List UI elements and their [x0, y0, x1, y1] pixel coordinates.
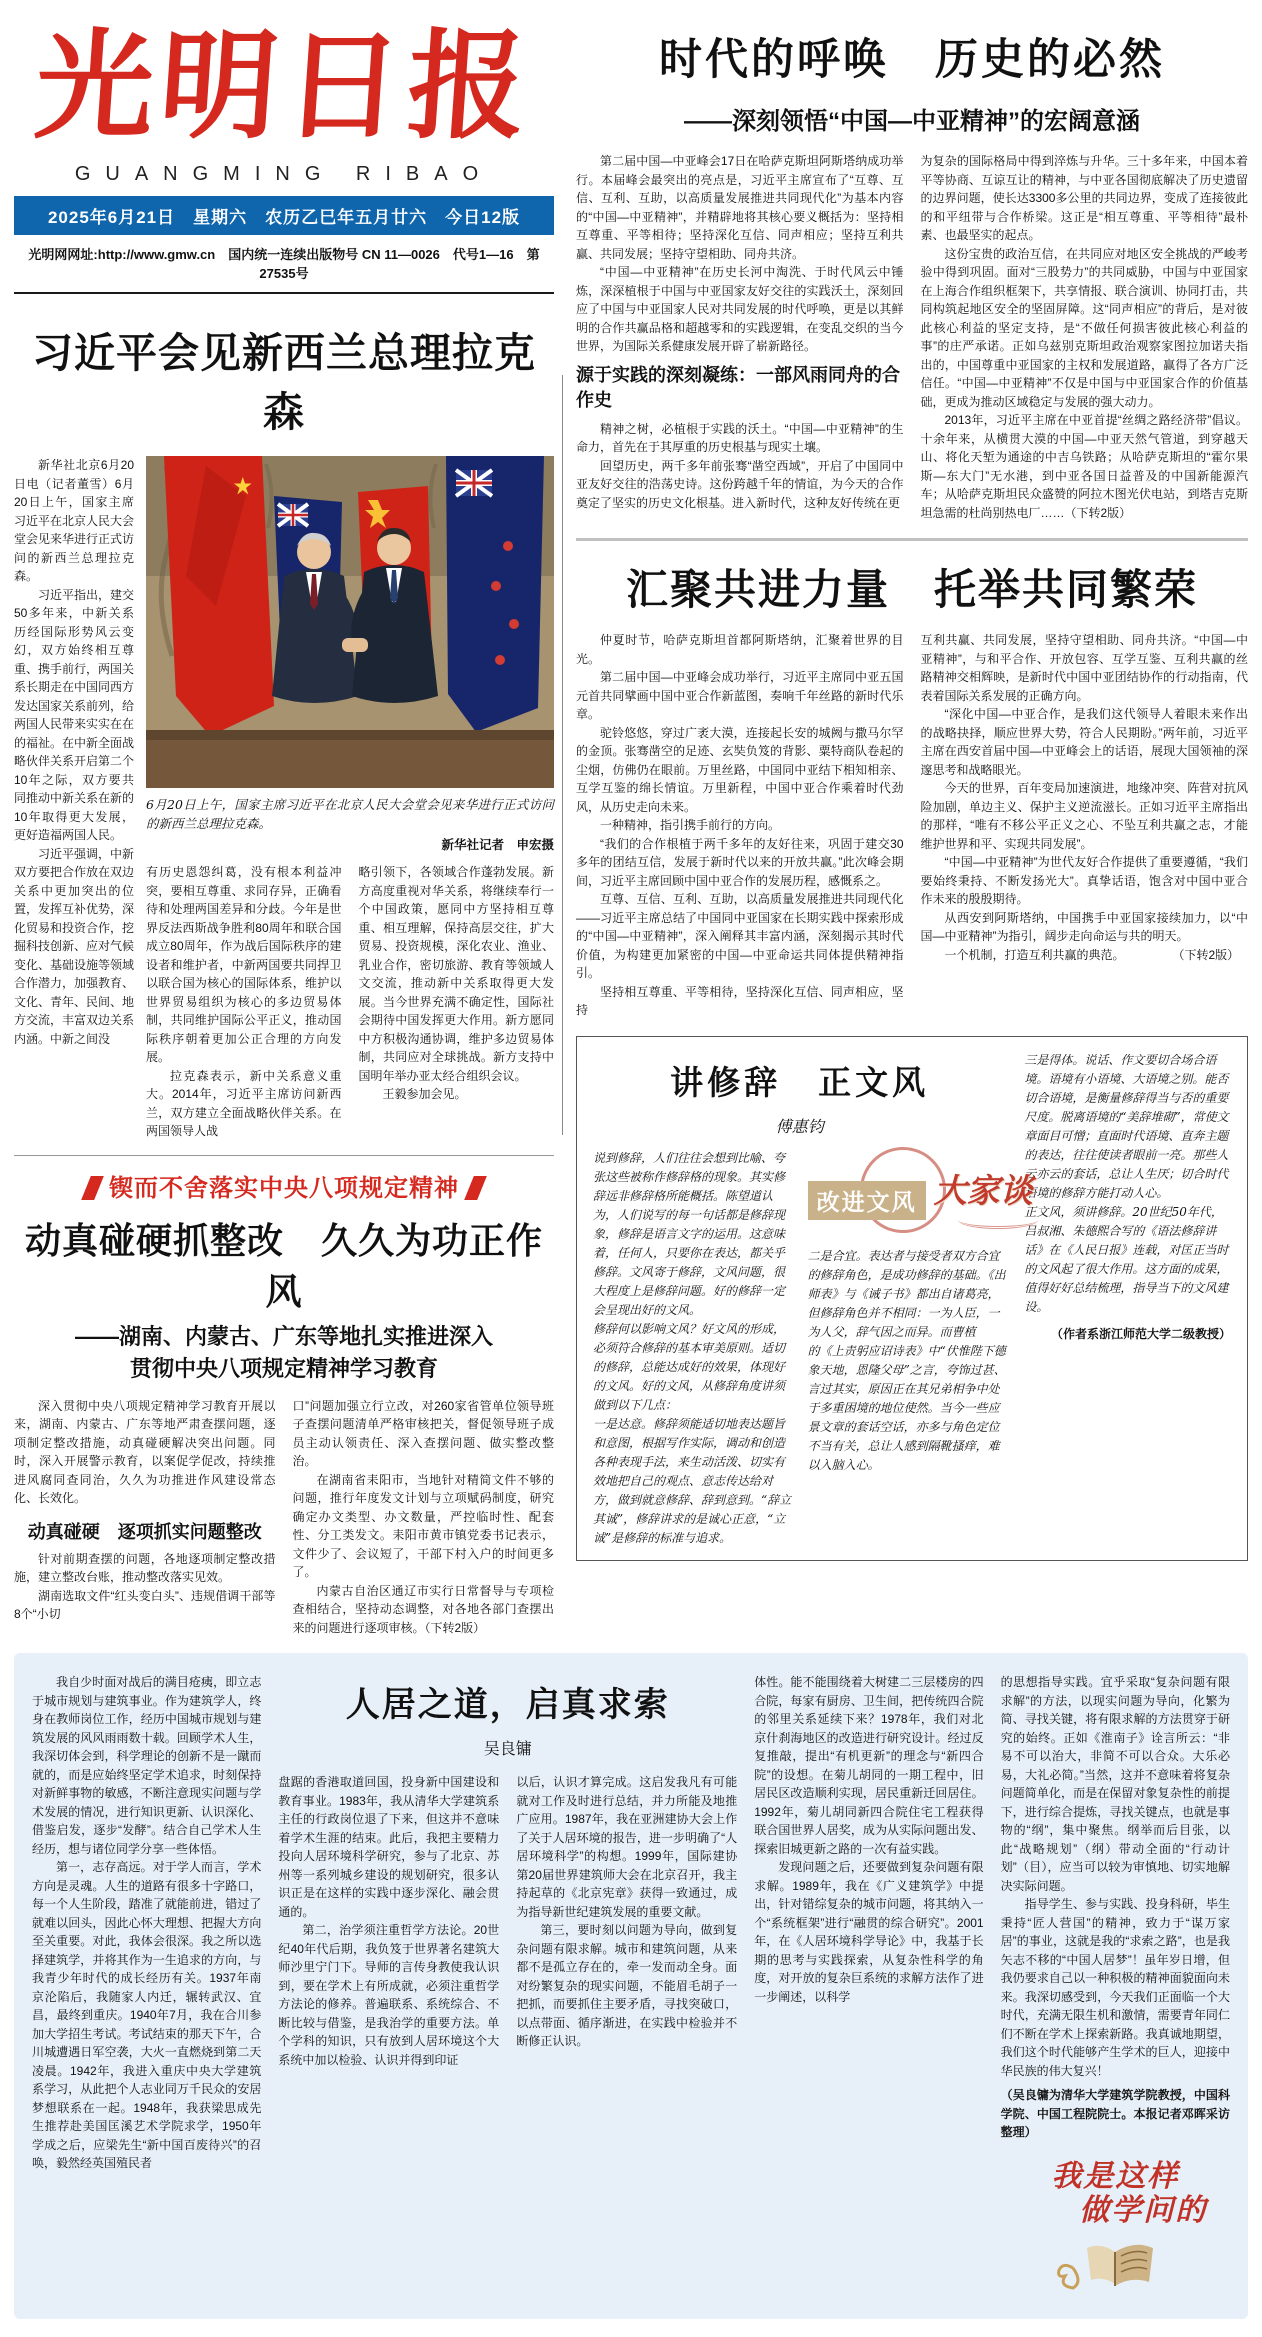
epoch-col2: 为复杂的国际格局中得到淬炼与升华。三十多年来，中国本着平等协商、互谅互让的精神，与中亚各国彻底解决了历史遗留的边界问题，使长达3300多公里的共同边界，变成了连接彼此的和平纽带与合作桥梁。这正是“相互尊重、平等相待”最朴素、也最坚实的起点。 这份宝贵的政治互信，在共同应对地区安全挑战的严峻考验中得到巩固。面对“三股势力”的共同威胁，中国与中亚国家在上海合作组织框架下，共享情报、联合演训、协同打击，共同构筑起地区安全的坚固屏障。这“同声相应”的背后，是对彼此核心利益的坚定支持，是“不做任何损害彼此核心利益的事”的庄严承诺。正如乌兹别克斯坦政治观察家图拉加诺夫指出的，中国尊重中亚国家的主权和发展道路，赢得了各方广泛信任。“中国—中亚精神”不仅是中国与中亚国家合作的价值基础，更成为推动区域稳定与发展的强大动力。 2013年，习近平主席在中亚首提“丝绸之路经济带”倡议。十余年来，从横贯大漠的中国—中亚天然气管道，到穿越天山、将化天堑为通途的中吉乌铁路；从哈萨克斯坦的“霍尔果斯—东大门”无水港，到中亚各国日益普及的中国新能源汽车；从哈萨克斯坦民众盛赞的阿拉木图光伏电站，到塔吉克斯坦急需的杜尚别热电厂……（下转2版）: [920, 154, 1248, 520]
section-divider: [576, 538, 1248, 541]
red-slash-icon: [81, 1176, 104, 1200]
epoch-subtitle: ——深刻领悟“中国—中亚精神”的宏阔意涵: [684, 108, 1140, 135]
meeting-headline: 习近平会见新西兰总理拉克森: [32, 330, 536, 436]
rhetoric-col1: 说到修辞，人们往往会想到比喻、夸张这些被称作修辞格的现象。其实修辞远非修辞格所能概括。陈望道认为，人们说写的每一句话都是修辞现象，修辞是语言文字的运用。这意味着，任何人，只要你在表达，都关乎修辞。文风寄于修辞，文风问题，很大程度上是修辞问题。好的修辞一定会呈现出好的文风。 修辞何以影响文风？好文风的形成，必须符合修辞的基本审美原则。适切的修辞，总能达成好的效果，体现好的文风。好的文风，从修辞角度讲须做到以下几点： 一是达意。修辞须能适切地表达题旨和意图，根据写作实际，调动和创造各种表现手法，来生动活泼、切实有效地把自己的观点、意志传达给对方，做到就意修辞、辞到意到。“辞立其诚”，修辞讲求的是诚心正意，“立诚”是修辞的标准与追求。: [593, 1150, 792, 1545]
red-slash-icon: [464, 1176, 487, 1200]
publication-info: 光明网网址:http://www.gmw.cn 国内统一连续出版物号 CN 11—0026 代号1—16 第27535号: [14, 235, 554, 294]
meeting-bottom-col1: 有历史恩怨纠葛，没有根本利益冲突，要相互尊重、求同存异，正确看待和处理两国差异和分歧。今年是世界反法西斯战争胜利80周年和联合国成立80周年，作为战后国际秩序的建设者和维护者，中新两国要共同捍卫以联合国为核心的国际体系，维护以世界贸易组织为核心的多边贸易体制，共同维护国际公平正义，推动国际秩序朝着更加公正合理的方向发展。 拉克森表示，新中关系意义重大。2014年，习近平主席访问新西兰，双方建立全面战略伙伴关系。在两国领导人战: [146, 865, 342, 1139]
rhetoric-title: 讲修辞 正文风: [670, 1063, 930, 1101]
meeting-bottom-col2: 略引领下，各领域合作蓬勃发展。新方高度重视对华关系，将继续奉行一个中国政策，愿同中方坚持相互尊重、相互理解，保持高层交往，扩大贸易、投资规模，深化农业、渔业、乳业合作，密切旅游、教育等领域人文交流，推动新中关系取得更大发展。当今世界充满不确定性，国际社会期待中国发挥更大作用。新方愿同中方积极沟通协调，维护多边贸易体制，共同应对全球挑战。新方支持中国明年举办亚太经合组织会议。 王毅参加会见。: [358, 865, 554, 1102]
campaign-slogan: 锲而不舍落实中央八项规定精神: [14, 1168, 554, 1203]
habitat-title: 人居之道，启真求索: [345, 1687, 670, 1725]
epoch-col1: 第二届中国—中亚峰会17日在哈萨克斯坦阿斯塔纳成功举行。本届峰会最突出的亮点是，习近平主席宣布了“互尊、互信、互利、互助，以高质量发展推进共同现代化”为基本内容的“中国—中亚精神”，并精辟地将其核心要义概括为：坚持相互尊重、平等相待；坚持深化互信、同声相应；坚持互利共赢、共同发展；坚持守望相助、同舟共济。 “中国—中亚精神”在历史长河中淘洗、于时代风云中锤炼，深深植根于中国与中亚国家友好交往的实践沃土，深刻回应了中国与中亚国家人民对共同发展的时代呼唤，更是以其鲜明的合作共赢品格和超越零和的实践逻辑，在变乱交织的当今世界，为国际关系健康发展开辟了崭新路径。 源于实践的深刻凝练：一部风雨同舟的合作史 精神之树，必植根于实践的沃土。“中国—中亚精神”的生命力，首先在于其厚重的历史根基与现实土壤。 回望历史，两千多年前张骞“凿空西域”，开启了中国同中亚友好交往的浩荡史诗。这份跨越千年的情谊，为今天的合作奠定了坚实的历史文化根基。进入新时代，这种友好传统在更: [576, 154, 904, 510]
photo-credit: 新华社记者 申宏摄: [441, 838, 554, 853]
left-column: [14, 10, 554, 1637]
scholar-badge-line1: 我是这样: [1051, 2158, 1180, 2194]
meeting-intro-column: 新华社北京6月20日电（记者董雪）6月20日上午，国家主席习近平在北京人民大会堂会见来华进行正式访问的新西兰总理拉克森。 习近平指出，建交50多年来，中新关系历经国际形势风云变幻，双方始终相互尊重、携手前行，两国关系长期走在中国同西方发达国家关系前列，给两国人民带来实实在在的福祉。在中新全面战略伙伴关系开启第二个10年之际，双方要共同推动中新关系在新的10年取得更大发展，更好造福两国人民。 习近平强调，中新双方要把合作放在双边关系中更加突出的位置，发挥互补优势，深化贸易和投资合作，挖掘科技创新、应对气候变化、基础设施等领域合作潜力，加强教育、文化、青年、民间、地方交流，丰富双边关系内涵。中新之间没: [14, 458, 135, 1046]
newspaper-logo: 光明日报: [31, 16, 537, 155]
rectify-subhead: 动真碰硬 逐项抓实问题整改: [27, 1521, 262, 1542]
habitat-col4: 体性。能不能围绕着大树建二三层楼房的四合院，每家有厨房、卫生间，把传统四合院的邻里关系延续下来？1978年，我们对北京什刹海地区的改造进行研究设计。经过反复推敲，提出“有机更新”的理念与“新四合院”的设想。在菊儿胡同的一期工程中，旧居民区改造顺利实现，居民重新迁回居住。1992年，菊儿胡同新四合院住宅工程获得联合国世界人居奖，成为从实际问题出发、探索旧城更新之路的一次有益实践。 发现问题之后，还要做到复杂问题有限求解。1989年，我在《广义建筑学》中提出，针对错综复杂的城市问题，将其纳入一个“系统框架”进行“融贯的综合研究”。2001年，在《人居环境科学导论》中，我基于长期的思考与实践探索，从复杂性科学的角度，对开放的复杂巨系统的求解方法作了进一步阐述，以科学: [754, 1675, 984, 2004]
article-rectify: [14, 1155, 554, 1638]
rhetoric-author: 傅惠钧: [775, 1116, 824, 1136]
article-gather: [576, 557, 1248, 1020]
rhetoric-col2: 改进文风 大家谈 二是合宜。表达者与接受者双方合宜的修辞角色，是成功修辞的基础。《出师表》与《诫子书》都出自诸葛亮，但修辞角色并不相同：一为人臣，一为人父，辞气因之而异。而曹植 的《上责躬应诏诗表》中“伏惟陛下德象天地，恩隆父母”之言，夸饰过甚、言过其实，原因正在其兄弟相争中处于多重困境的地位使然。当今一些应景文章的套话空话，亦多与角色定位不当有关，总让人感到隔靴搔痒，难以入脑入心。: [808, 1149, 1007, 1548]
badge-wave-icon: [958, 1211, 1038, 1229]
badge-label-2: 大家谈: [933, 1170, 1033, 1210]
habitat-credit: （吴良镛为清华大学建筑学院教授，中国科学院、中国工程院院士。本报记者邓晖采访整理）: [1000, 2088, 1231, 2140]
rhetoric-col3: 三是得体。说话、作文要切合场合语境。语境有小语境、大语境之别。能否切合语境，是衡量修辞得当与否的重要尺度。脱离语境的“美辞堆砌”，常使文章面目可憎；直面时代语境、直奔主题的表达，往往使读者眼前一亮。那些人云亦云的套话，总让人生厌；切合时代语境的修辞方能打动人心。 正文风，须讲修辞。20世纪50年代，吕叔湘、朱德熙合写的《语法修辞讲话》在《人民日报》连载，对匡正当时的文风起了很大作用。这方面的成果，值得好好总结梳理，指导当下的文风建设。 （作者系浙江师范大学二级教授）: [1024, 1052, 1231, 1341]
rectify-headline: 动真碰硬抓整改 久久为功正作风: [24, 1220, 543, 1312]
rhetoric-credit: （作者系浙江师范大学二级教授）: [1050, 1326, 1231, 1341]
scholar-column-badge: [1001, 2160, 1230, 2295]
gather-col2: 互利共赢、共同发展，坚持守望相助、同舟共济。“中国—中亚精神”，与和平合作、开放包容、互学互鉴、互利共赢的丝路精神交相辉映，是新时代中国中亚团结协作的行动指南，代表着国际关系发展的正确方向。 “深化中国—中亚合作，是我们这代领导人着眼未来作出的战略抉择，顺应世界大势，符合人民期盼。”两年前，习近平主席在西安首届中国—中亚峰会上的话语，展现大国领袖的深邃思考和战略眼光。 今天的世界，百年变局加速演进，地缘冲突、阵营对抗风险加剧，单边主义、保护主义逆流滋长。正如习近平主席指出的那样，“唯有不移公平正义之心、不坠互利共赢之志，才能维护世界和平、实现共同发展”。 “中国—中亚精神”为世代友好合作提供了重要遵循，“我们要始终秉持、不断发扬光大”。真挚话语，饱含对中国中亚合作未来的殷殷期待。 从西安到阿斯塔纳，中国携手中亚国家接续加力，以“中国—中亚精神”为指引，阔步走向命运与共的明天。 一个机制，打造互利共赢的典范。 （下转2版）: [920, 633, 1248, 962]
column-divider-line: [562, 375, 563, 1135]
habitat-col5: 的思想指导实践。宜乎采取“复杂问题有限求解”的方法，以现实问题为导向，化繁为简、寻找关键，将有限求解的方法贯穿于研究的始终。正如《淮南子》诠言所云：“非易不可以治大，非简不可以合众。大乐必易，大礼必简。”当然，这并不意味着将复杂问题简单化，而是在保留对象复杂性的前提下，进行综合提炼，寻找关键点，也就是事物的“纲”，集中聚焦。纲举而后目张，以此“战略规划”（纲）带动全面的“行动计划”（目），应当可以较为审慎地、切实地解决实际问题。 指导学生、参与实践、投身科研，毕生秉持“匠人营国”的精神，致力于“谋万家居”的事业，这就是我的“求索之路”，也是我矢志不移的“中国人居梦”！虽年岁日增，但我仍要求自己以一种积极的精神面貌面向未来。我深切感受到，今天我们正面临一个大时代，充满无限生机和激情，需要青年同仁们不断在学术上探索新路。我真诚地期望，我们这个时代能够产生学术的巨人，迎接中华民族的伟大复兴！ （吴良镛为清华大学建筑学院教授，中国科学院、中国工程院院士。本报记者邓晖采访整理） 我是这样 做学问的: [1001, 1673, 1230, 2295]
habitat-author: 吴良镛: [483, 1739, 532, 1759]
right-column: [576, 10, 1248, 1637]
habitat-col2: 盘踞的香港取道回国，投身新中国建设和教育事业。1983年，我从清华大学建筑系主任的行政岗位退了下来，但这并不意味着学术生涯的结束。此后，我把主要精力投向人居环境科学研究，参与了北京、苏州等一系列城乡建设的规划研究，很多认识正是在这样的实践中逐步深化、融会贯通的。 第二，治学须注重哲学方法论。20世纪40年代后期，我负笈于世界著名建筑大师沙里宁门下。导师的言传身教使我认识到，要在学术上有所成就，必须注重哲学方法论的修养。普遍联系、系统综合、不断比较与借鉴，是我治学的重要方法。单个学科的知识，只有放到人居环境这个大系统中加以检验、认识并得到印证: [278, 1775, 500, 2067]
rectify-subtitle-1: ——湖南、内蒙古、广东等地扎实推进深入: [74, 1323, 493, 1349]
article-meeting: [14, 320, 554, 1141]
photo-caption: 6月20日上午，国家主席习近平在北京人民大会堂会见来华进行正式访问的新西兰总理拉克森。: [146, 797, 554, 832]
rectify-subtitle-2: 贯彻中央八项规定精神学习教育: [129, 1355, 438, 1381]
newspaper-romanized-name: GUANGMING RIBAO: [74, 163, 494, 186]
article-habitat: [14, 1653, 1248, 2319]
reform-column-badge: [808, 1151, 1033, 1237]
gather-col1: 仲夏时节，哈萨克斯坦首都阿斯塔纳，汇聚着世界的目光。 第二届中国—中亚峰会成功举行，习近平主席同中亚五国元首共同擘画中国中亚合作新蓝图，奏响千年丝路的新时代乐章。 驼铃悠悠，穿过广袤大漠，连接起长安的城阙与撒马尔罕的金顶。张骞凿空的足迹、玄奘负笈的背影、粟特商队卷起的尘烟，仿佛仍在眼前。万里丝路，中国同中亚结下相知相亲、互学互鉴的绵长情谊。万里新程，中国中亚合作乘着时代劲风，从历史走向未来。 一种精神，指引携手前行的方向。 “我们的合作根植于两千多年的友好往来，巩固于建交30多年的团结互信，发展于新时代以来的开放共赢。”此次峰会期间，习近平主席回顾中国中亚合作的发展历程，感慨系之。 互尊、互信、互利、互助，以高质量发展推进共同现代化——习近平主席总结了中国同中亚国家在长期实践中探索形成的“中国—中亚精神”，深入阐释其丰富内涵，深刻揭示其时代价值，为构建更加紧密的中国—中亚命运共同体提供精神指引。 坚持相互尊重、平等相待，坚持深化互信、同声相应，坚持: [576, 633, 904, 1017]
habitat-col3: 以后，认识才算完成。这启发我凡有可能就对工作及时进行总结，并力所能及地推广应用。1987年，我在亚洲建协大会上作了关于人居环境的报告，进一步明确了“人居环境科学”的构想。1999年，国际建协第20届世界建筑师大会在北京召开，我主持起草的《北京宪章》获得一致通过，成为指导新世纪建筑发展的重要文献。 第三，要时刻以问题为导向，做到复杂问题有限求解。城市和建筑问题，从来都不是孤立存在的，牵一发而动全身。面对纷繁复杂的现实问题，不能眉毛胡子一把抓，而要抓住主要矛盾，寻找突破口，以点带面、循序渐进，在实践中检验并不断修正认识。: [516, 1775, 738, 2049]
epoch-title: 时代的呼唤 历史的必然: [659, 37, 1165, 84]
epoch-subhead: 源于实践的深刻凝练：一部风雨同舟的合作史: [576, 364, 900, 410]
gather-title: 汇聚共进力量 托举共同繁荣: [625, 568, 1198, 614]
handshake-icon: [342, 638, 368, 652]
date-bar: 2025年6月21日 星期六 农历乙巳年五月廿六 今日12版: [14, 196, 554, 235]
article-epoch: [576, 26, 1248, 522]
masthead: [14, 10, 554, 294]
badge-label-1: 改进文风: [808, 1181, 926, 1220]
scholar-badge-line2: 做学问的: [1079, 2192, 1208, 2228]
habitat-col1: 我自少时面对战后的满目疮痍，即立志于城市规划与建筑事业。作为建筑学人，终身在教师岗位工作，经历中国城市规划与建筑发展的风风雨雨数十载。回顾学术人生，我深切体会到，科学理论的创新不是一蹴而就的，而是应始终坚定学术追求，时刻保持对新鲜事物的敏感，不断注意现实问题与学术发展的情况，进行知识更新、认识深化、借鉴启发，逐步“发酵”。结合自己学术人生经历，想与诸位同学分享一些体悟。 第一，志存高远。对于学人而言，学术方向是灵魂。人生的道路有很多十字路口，每一个人生阶段，踏准了就能前进，错过了就难以回头，因此心怀大理想、把握大方向至关重要。对此，我体会很深。我之所以选择建筑学，并将其作为一生追求的方向，与我青少年时代的成长经历有关。1937年南京沦陷后，我随家人内迁，辗转武汉、宜昌，最终到重庆。1940年7月，我在合川参加大学招生考试。考试结束的那天下午，合川城遭遇日军空袭，大火一直燃烧到第二天凌晨。1942年，我进入重庆中央大学建筑系学习，从此把个人志业同万千民众的安居梦想联系在一起。1948年，我获梁思成先生推荐赴美国匡溪艺术学院求学，1950年学成之后，应梁先生“新中国百废待兴”的召唤，毅然经英国殖民者: [32, 1675, 262, 2171]
meeting-photo: [146, 456, 554, 788]
article-rhetoric: [576, 1036, 1248, 1561]
habitat-middle: [278, 1673, 737, 2295]
rectify-col2: 口”问题加强立行立改，对260家省管单位领导班子查摆问题清单严格审核把关，督促领导班子成员主动认领责任、深入查摆问题、做实整改整治。 在湖南省耒阳市，当地针对精简文件不够的问题，推行年度发文计划与立项赋码制度，研究确定办文类型、办文数量，严控临时性、配套性、分工类发文。耒阳市黄市镇党委书记表示，文件少了、会议短了，干部下村入户的时间更多了。 内蒙古自治区通辽市实行日常督导与专项检查相结合，坚持动态调整，对各地各部门查摆出来的问题进行逐项审核。（下转2版）: [292, 1398, 554, 1635]
rectify-col1: 深入贯彻中央八项规定精神学习教育开展以来，湖南、内蒙古、广东等地严肃查摆问题，逐项制定整改措施，动真碰硬解决突出问题。同时，深入开展警示教育，以案促学促改，持续推进风腐同查同治，久久为功推进作风建设常态化、长效化。 动真碰硬 逐项抓实问题整改 针对前期查摆的问题，各地逐项制定整改措施，建立整改台账，推动整改落实见效。 湖南选取文件“红头变白头”、违规借调干部等8个“小切: [14, 1398, 276, 1622]
open-book-icon: [1055, 2234, 1175, 2290]
